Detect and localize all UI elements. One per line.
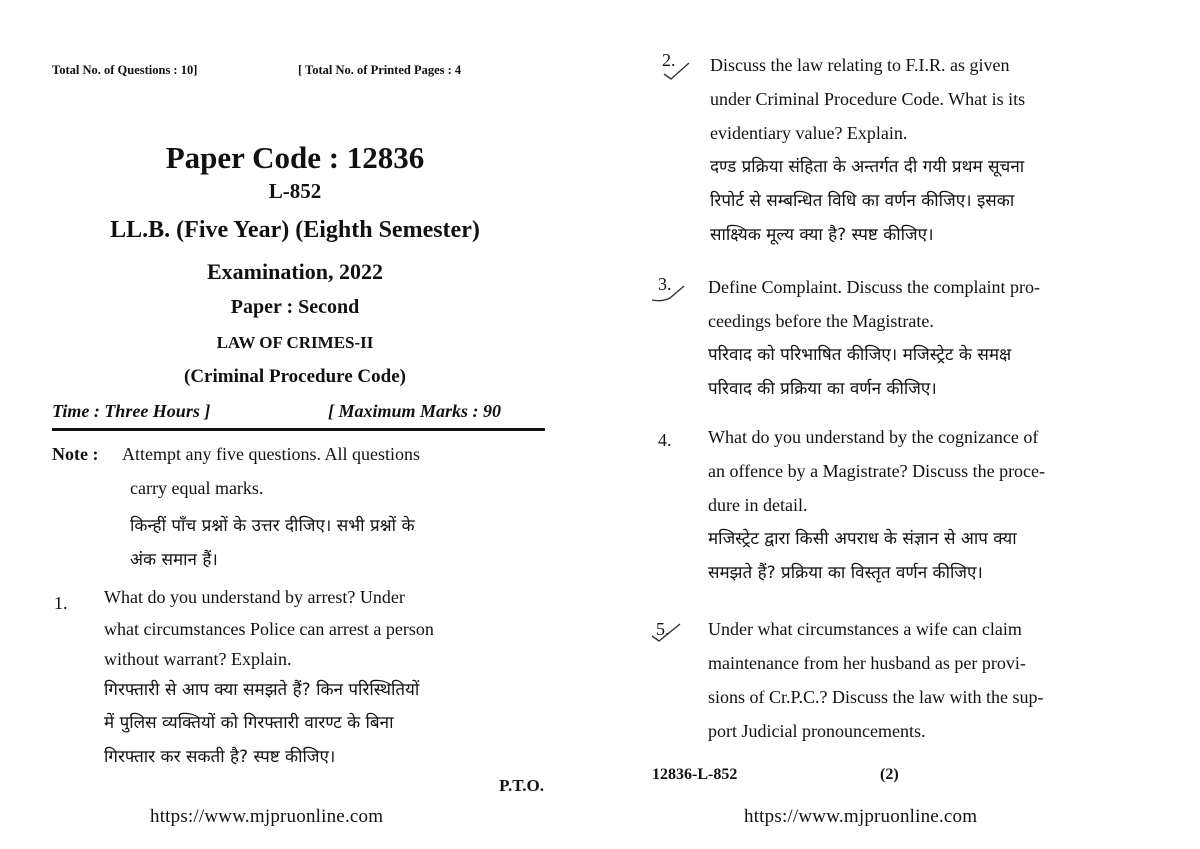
pto-label: P.T.O. — [499, 776, 544, 795]
q4-hi-line: समझते हैं? प्रक्रिया का विस्तृत वर्णन कीजिए। — [708, 563, 983, 583]
paper-number: Paper : Second — [230, 296, 360, 318]
q3-en-line: ceedings before the Magistrate. — [708, 311, 934, 331]
q3-block — [708, 270, 1040, 406]
q5-block — [708, 612, 1044, 748]
q2-number: 2. — [662, 50, 676, 70]
q2-hi-line: दण्ड प्रक्रिया संहिता के अन्तर्गत दी गयी प्रथम सूचना — [710, 157, 1025, 177]
q5-en-line: sions of Cr.P.C.? Discuss the law with the sup- — [708, 687, 1044, 707]
q1-en-line: What do you understand by arrest? Under — [104, 587, 405, 607]
check-mark-icon — [650, 620, 684, 644]
q5-en-line: Under what circumstances a wife can claim — [708, 619, 1022, 639]
note-hi-line-1: किन्हीं पाँच प्रश्नों के उत्तर दीजिए। सभी प्रश्नों के — [130, 516, 415, 536]
note-hi-line-2: अंक समान हैं। — [130, 550, 218, 570]
footer-url-left: https://www.mjpruonline.com — [150, 806, 384, 827]
q3-hi-line: परिवाद की प्रक्रिया का वर्णन कीजिए। — [708, 379, 937, 399]
q4-en-line: What do you understand by the cognizance of — [708, 427, 1039, 447]
paper-code: Paper Code : 12836 — [165, 140, 425, 175]
q1-hi-line: गिरफ्तारी से आप क्या समझते हैं? किन परिस्थितियों — [104, 680, 420, 700]
q1-en-line: without warrant? Explain. — [104, 649, 292, 669]
q4-en-line: an offence by a Magistrate? Discuss the proce- — [708, 461, 1046, 481]
q4-en-line: dure in detail. — [708, 495, 808, 515]
q1-block — [104, 580, 434, 774]
q2-en-line: under Criminal Procedure Code. What is its — [710, 89, 1026, 109]
subject-title: LAW OF CRIMES-II — [216, 333, 374, 352]
q2-hi-line: साक्ष्यिक मूल्य क्या है? स्पष्ट कीजिए। — [710, 225, 934, 245]
q3-en-line: Define Complaint. Discuss the complaint pro- — [708, 277, 1040, 297]
footer-paper-code: 12836-L-852 — [652, 766, 738, 783]
subject-subtitle: (Criminal Procedure Code) — [184, 366, 406, 387]
page-number: (2) — [880, 766, 899, 783]
q1-number: 1. — [54, 593, 68, 613]
header-rule — [52, 428, 545, 431]
q5-en-line: maintenance from her husband as per provi- — [708, 653, 1026, 673]
q4-block — [708, 420, 1045, 590]
q1-en-line: what circumstances Police can arrest a person — [104, 619, 434, 639]
total-pages: [ Total No. of Printed Pages : 4 — [298, 63, 462, 77]
max-marks: [ Maximum Marks : 90 — [328, 401, 502, 421]
check-mark-icon — [650, 282, 690, 304]
course-title: LL.B. (Five Year) (Eighth Semester) — [110, 217, 480, 243]
note-en-line-2: carry equal marks. — [130, 478, 264, 498]
time-duration: Time : Three Hours ] — [52, 401, 211, 421]
q1-hi-line: गिरफ्तार कर सकती है? स्पष्ट कीजिए। — [104, 747, 336, 767]
q5-number: 5. — [656, 619, 670, 639]
q3-number: 3. — [658, 274, 672, 294]
note-block — [122, 437, 544, 577]
q4-number: 4. — [658, 430, 672, 450]
q3-hi-line: परिवाद को परिभाषित कीजिए। मजिस्ट्रेट के समक्ष — [708, 345, 1012, 365]
note-en-line-1: Attempt any five questions. All questions — [122, 444, 420, 464]
note-label: Note : — [52, 444, 99, 464]
total-questions: Total No. of Questions : 10] — [52, 63, 198, 77]
q2-hi-line: रिपोर्ट से सम्बन्धित विधि का वर्णन कीजिए। इसका — [710, 191, 1015, 211]
q5-en-line: port Judicial pronouncements. — [708, 721, 926, 741]
examination-title: Examination, 2022 — [206, 259, 384, 284]
q2-en-line: Discuss the law relating to F.I.R. as given — [710, 55, 1010, 75]
right-page — [600, 0, 1200, 849]
q1-hi-line: में पुलिस व्यक्तियों को गिरफ्तारी वारण्ट के बिना — [104, 713, 394, 733]
q2-block — [710, 48, 1025, 252]
q2-en-line: evidentiary value? Explain. — [710, 123, 908, 143]
l-code: L-852 — [268, 179, 322, 203]
footer-url-right: https://www.mjpruonline.com — [744, 806, 978, 827]
q4-hi-line: मजिस्ट्रेट द्वारा किसी अपराध के संज्ञान से आप क्या — [708, 529, 1017, 549]
check-mark-icon — [662, 60, 692, 82]
